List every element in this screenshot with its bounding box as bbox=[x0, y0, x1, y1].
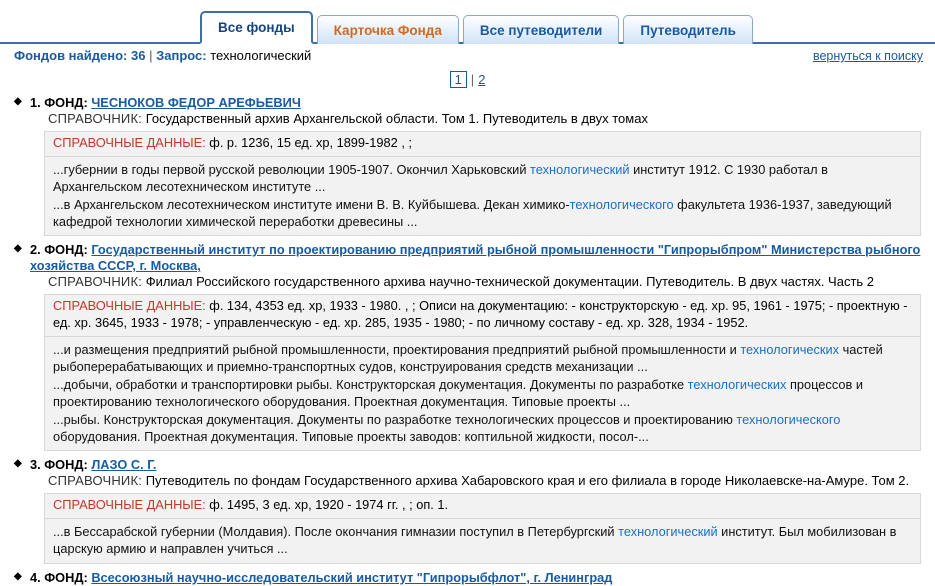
snippet-line bbox=[53, 376, 912, 411]
result-heading bbox=[14, 95, 921, 111]
result-number: 3. bbox=[30, 457, 41, 473]
fond-name-link[interactable]: ЧЕСНОКОВ ФЕДОР АРЕФЬЕВИЧ bbox=[91, 95, 301, 110]
snippet-text: факультета 1936-1937, заведующий кафедрой технологии химической переработки древесины ... bbox=[53, 196, 892, 229]
tab-fund-card-label: Карточка Фонда bbox=[333, 23, 442, 38]
result-data-box bbox=[44, 294, 921, 337]
fond-label: ФОНД: bbox=[44, 242, 88, 258]
snippet-text: частей рыбоперерабатывающих и приемно-транспортных судов, конструирования средств механизации ... bbox=[53, 341, 883, 375]
guide-label: СПРАВОЧНИК: bbox=[48, 473, 143, 489]
result-data-box bbox=[44, 493, 921, 519]
tab-all-guides[interactable] bbox=[463, 15, 620, 44]
fond-label: ФОНД: bbox=[44, 95, 88, 110]
pager-divider: | bbox=[470, 72, 475, 87]
result-item bbox=[14, 242, 921, 451]
tab-bar bbox=[0, 0, 935, 44]
snippet-text: ...губернии в годы первой русской революции 1905-1907. Окончил Харьковский bbox=[53, 161, 531, 177]
snippet-highlight[interactable]: технологических bbox=[687, 376, 787, 392]
found-count: 36 bbox=[131, 48, 146, 63]
snippet-text: ...в Архангельском лесотехническом институте имени В. В. Куйбышева. Декан химико- bbox=[53, 196, 570, 212]
snippet-text: оборудования. Проектная документация. Типовые проекты заводов: коптильной жидкости, посол-... bbox=[53, 428, 649, 444]
snippet-line bbox=[53, 411, 912, 446]
tab-guide[interactable] bbox=[623, 15, 753, 44]
result-snippets bbox=[44, 157, 921, 237]
bullet-icon: ◆ bbox=[14, 570, 22, 582]
fond-label: ФОНД: bbox=[44, 569, 88, 585]
guide-value: Филиал Российского государственного архива научно-технической документации. Путеводитель. В двух частях. Часть 2 bbox=[145, 274, 875, 290]
snippet-text: ...и размещения предприятий рыбной промышленности, проектирования предприятий рыбной промышленности и bbox=[53, 341, 741, 357]
data-value: ф. 1495, 3 ед. хр, 1920 - 1974 гг. , ; оп. 1. bbox=[209, 497, 449, 513]
result-number: 2. bbox=[30, 242, 41, 258]
tab-fund-card[interactable] bbox=[317, 15, 459, 44]
result-guide bbox=[14, 274, 921, 291]
result-heading bbox=[14, 570, 921, 586]
snippet-highlight[interactable]: технологического bbox=[736, 411, 841, 427]
fond-name-link[interactable]: Всесоюзный научно-исследовательский институт "Гипрорыбфлот", г. Ленинград bbox=[91, 569, 613, 585]
tab-all-funds[interactable] bbox=[200, 11, 313, 44]
data-label: СПРАВОЧНЫЕ ДАННЫЕ: bbox=[53, 497, 206, 513]
back-to-search-link[interactable]: вернуться к поиску bbox=[812, 49, 923, 63]
tab-all-guides-label: Все путеводители bbox=[479, 23, 603, 38]
snippet-line bbox=[53, 161, 912, 196]
snippet-highlight[interactable]: технологический bbox=[530, 161, 630, 177]
query-label: Запрос: bbox=[156, 48, 207, 63]
fond-name-link[interactable]: ЛАЗО С. Г. bbox=[91, 457, 157, 473]
data-value: ф. 134, 4353 ед. хр, 1933 - 1980. , ; Описи на документацию: - конструкторскую - ед. хр. 95, 1961 - 1975; - проектную - ед. хр. 3645, 1933 - 1978; - управленческую - ед. хр. 285, 1935 - 1980; - по личному составу - ед. хр. 328, 1934 - 1952. bbox=[53, 298, 908, 331]
result-item bbox=[14, 570, 921, 586]
snippet-line bbox=[53, 341, 912, 376]
bullet-icon: ◆ bbox=[14, 458, 22, 470]
results-list bbox=[0, 93, 935, 586]
result-heading bbox=[14, 457, 921, 473]
guide-value: Путеводитель по фондам Государственного архива Хабаровского края и его филиала в городе Николаевске-на-Амуре. Том 2. bbox=[145, 473, 910, 489]
snippet-highlight[interactable]: технологический bbox=[618, 524, 718, 540]
bullet-icon: ◆ bbox=[14, 96, 22, 107]
data-label: СПРАВОЧНЫЕ ДАННЫЕ: bbox=[53, 298, 206, 314]
infobar-separator: | bbox=[149, 48, 153, 63]
snippet-line bbox=[53, 196, 912, 231]
data-label: СПРАВОЧНЫЕ ДАННЫЕ: bbox=[53, 134, 206, 150]
page-1-button[interactable]: 1 bbox=[450, 71, 467, 88]
tab-guide-label: Путеводитель bbox=[640, 23, 736, 38]
result-guide bbox=[14, 473, 921, 490]
page-2-button[interactable]: 2 bbox=[478, 72, 486, 87]
found-label: Фондов найдено: bbox=[14, 48, 128, 63]
snippet-highlight[interactable]: технологического bbox=[569, 196, 674, 212]
result-snippets bbox=[44, 337, 921, 451]
guide-label: СПРАВОЧНИК: bbox=[48, 110, 143, 126]
bullet-icon: ◆ bbox=[14, 243, 22, 255]
pagination bbox=[0, 68, 935, 93]
result-item bbox=[14, 95, 921, 236]
guide-label: СПРАВОЧНИК: bbox=[48, 274, 143, 290]
tab-all-funds-label: Все фонды bbox=[218, 20, 295, 35]
snippet-text: ...рыбы. Конструкторская документация. Документы по разработке технологических процессов и проектированию bbox=[53, 411, 737, 427]
result-number: 4. bbox=[30, 569, 41, 585]
results-info-bar bbox=[0, 44, 935, 68]
snippet-text: процессов и проектированию технологического оборудования. Проектная документация. Типовые проекты ... bbox=[53, 376, 863, 410]
snippet-line bbox=[53, 523, 912, 558]
snippet-text: институт. Был мобилизован в царскую армию и направлен учиться ... bbox=[53, 524, 897, 557]
data-value: ф. р. 1236, 15 ед. хр, 1899-1982 , ; bbox=[209, 134, 412, 150]
snippet-text: институт 1912. С 1930 работал в Архангельском лесотехническом институте ... bbox=[53, 161, 828, 195]
snippet-text: ...добычи, обработки и транспортировки рыбы. Конструкторская документация. Документы по разработке bbox=[53, 376, 688, 392]
fond-label: ФОНД: bbox=[44, 457, 88, 473]
guide-value: Государственный архив Архангельской области. Том 1. Путеводитель в двух томах bbox=[145, 110, 648, 126]
snippet-text: ...в Бессарабской губернии (Молдавия). После окончания гимназии поступил в Петербургский bbox=[53, 524, 619, 540]
result-guide bbox=[14, 111, 921, 128]
fond-name-link[interactable]: Государственный институт по проектированию предприятий рыбной промышленности "Гипрорыбпром" Министерства рыбного хозяйства СССР, г. Москва, bbox=[30, 242, 921, 274]
snippet-highlight[interactable]: технологических bbox=[740, 341, 840, 357]
result-number: 1. bbox=[30, 95, 41, 110]
result-data-box bbox=[44, 131, 921, 157]
result-heading bbox=[14, 242, 921, 274]
query-value: технологический bbox=[210, 48, 312, 63]
result-snippets bbox=[44, 519, 921, 564]
